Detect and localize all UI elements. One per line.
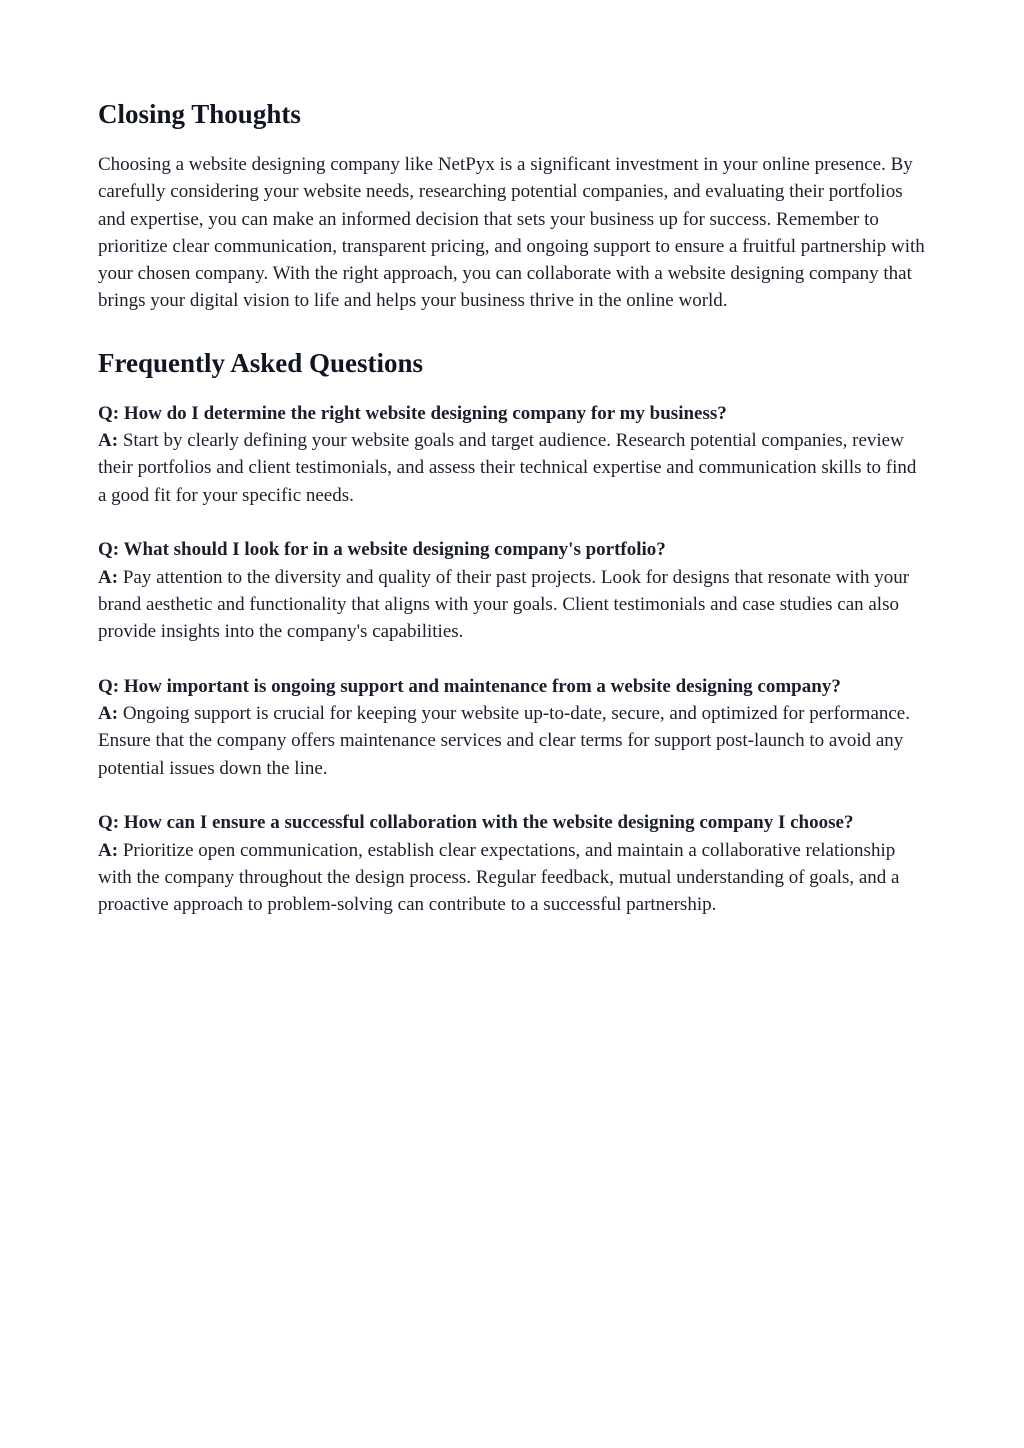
faq-heading: Frequently Asked Questions [98, 347, 424, 378]
faq-item [98, 673, 928, 782]
closing-thoughts-paragraph: Choosing a website designing company like NetPyx is a significant investment in your online presence. By carefully considering your website needs, researching potential companies, and evaluating their portfolios and expertise, you can make an informed decision that sets your business up for success. Remember to prioritize clear communication, transparent pricing, and ongoing support to ensure a fruitful partnership with your chosen company. With the right approach, you can collaborate with a website designing company that brings your digital vision to life and helps your business thrive in the online world. [98, 154, 925, 312]
faq-answer [98, 427, 928, 509]
faq-question: Q: How can I ensure a successful collaboration with the website designing company I choose? [98, 812, 854, 834]
faq-answer [98, 564, 928, 646]
answer-label: A: [98, 430, 119, 452]
faq-answer-text: Ongoing support is crucial for keeping your website up-to-date, secure, and optimized for performance. Ensure that the company offers maintenance services and clear terms for support post-launch to avoid any potential issues down the line. [98, 703, 910, 779]
faq-question: Q: What should I look for in a website designing company's portfolio? [98, 539, 666, 561]
answer-label: A: [98, 566, 119, 588]
answer-label: A: [98, 839, 119, 861]
faq-answer-text: Start by clearly defining your website goals and target audience. Research potential companies, review their portfolios and client testimonials, and assess their technical expertise and communication skills to find a good fit for your specific needs. [98, 430, 917, 506]
faq-answer-text: Pay attention to the diversity and quality of their past projects. Look for designs that resonate with your brand aesthetic and functionality that aligns with your goals. Client testimonials and case studies can also provide insights into the company's capabilities. [98, 566, 910, 643]
answer-label: A: [98, 703, 119, 725]
closing-thoughts-heading: Closing Thoughts [98, 99, 301, 129]
faq-answer [98, 837, 928, 919]
faq-item [98, 400, 928, 509]
faq-answer-text: Prioritize open communication, establish clear expectations, and maintain a collaborative relationship with the company throughout the design process. Regular feedback, mutual understanding of goals, and a proactive approach to problem-solving can contribute to a successful partnership. [98, 839, 900, 916]
document-page [98, 96, 928, 946]
faq-question: Q: How important is ongoing support and maintenance from a website designing company? [98, 675, 841, 697]
faq-question: Q: How do I determine the right website designing company for my business? [98, 402, 727, 424]
faq-item [98, 536, 928, 645]
faq-item [98, 809, 928, 918]
faq-answer [98, 700, 928, 782]
